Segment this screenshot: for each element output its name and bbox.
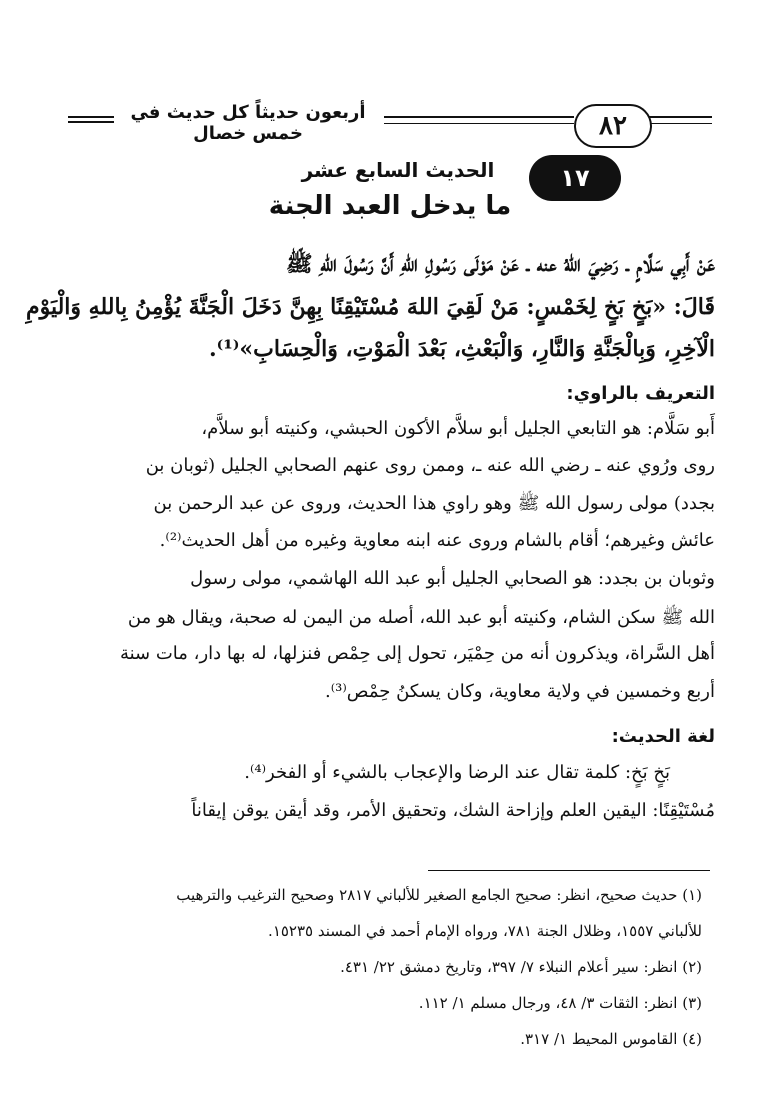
paragraph-line: مُسْتَيْقِنًا: اليقين العلم وإزاحة الشك، وتحقيق الأمر، وقد أيقن يوقن إيقاناً <box>191 800 715 821</box>
page-number: ٨٢ <box>574 104 652 148</box>
footnote: (١) حديث صحيح، انظر: صحيح الجامع الصغير للألباني ٢٨١٧ وصحيح الترغيب والترهيب <box>176 886 702 904</box>
hadith-number-badge: ١٧ <box>529 155 621 201</box>
paragraph-line: بَخٍ بَخٍ: كلمة تقال عند الرضا والإعجاب بالشيء أو الفخر⁽⁴⁾. <box>244 762 670 783</box>
header-decoration <box>68 116 114 126</box>
hadith-line: قَالَ: «بَخٍ بَخٍ لِخَمْسٍ: مَنْ لَقِيَ اللهَ مُسْتَيْقِنًا بِهِنَّ دَخَلَ الْجَنَّةَ يُؤْمِنُ بِاللهِ وَالْيَوْمِ <box>25 294 715 320</box>
paragraph-line: أهل السَّراة، ويذكرون أنه من حِمْيَر، تحول إلى حِمْص فنزلها، له بها دار، مات سنة <box>119 643 715 664</box>
running-title: أربعون حديثاً كل حديث في خمس خصال <box>130 102 366 144</box>
hadith-title: ما يدخل العبد الجنة <box>268 191 512 221</box>
footnote: (٢) انظر: سير أعلام النبلاء ٧/ ٣٩٧، وتاريخ دمشق ٢٢/ ٤٣١. <box>340 958 702 976</box>
paragraph-line: بجدد) مولى رسول الله ﷺ وهو راوي هذا الحديث، وروى عن عبد الرحمن بن <box>153 493 715 514</box>
narrator-heading: التعريف بالراوي: <box>566 383 715 404</box>
paragraph-line: الله ﷺ سكن الشام، وكنيته أبو عبد الله، أصله من اليمن له صحبة، ويقال هو من <box>127 607 715 628</box>
header-rule-right <box>648 116 712 118</box>
hadith-subtitle: الحديث السابع عشر <box>301 158 495 182</box>
header-rule-bottom <box>384 123 574 124</box>
paragraph-line: روى ورُوي عنه ـ رضي الله عنه ـ، وممن روى عنهم الصحابي الجليل (ثوبان بن <box>145 455 715 476</box>
footnote: للألباني ١٥٥٧، وظلال الجنة ٧٨١، ورواه الإمام أحمد في المسند ١٥٢٣٥. <box>268 922 702 940</box>
header-rule-right-thin <box>648 123 712 124</box>
paragraph-line: عائش وغيرهم؛ أقام بالشام وروى عنه ابنه معاوية وغيره من أهل الحديث⁽²⁾. <box>159 530 715 551</box>
paragraph-line: وثوبان بن بجدد: هو الصحابي الجليل أبو عبد الله الهاشمي، مولى رسول <box>190 568 715 589</box>
hadith-line: عَنْ أَبِي سَلَّامٍ ـ رَضِيَ اللهُ عنه ـ عَنْ مَوْلَى رَسُولِ اللهِ أَنَّ رَسُولَ اللهِ ﷺ <box>285 251 715 277</box>
footnote: (٣) انظر: الثقات ٣/ ٤٨، ورجال مسلم ١/ ١١٢. <box>418 994 702 1012</box>
paragraph-line: أربع وخمسين في ولاية معاوية، وكان يسكنُ حِمْص⁽³⁾. <box>324 681 715 702</box>
language-heading: لغة الحديث: <box>611 726 715 747</box>
paragraph-line: أَبو سَلَّام: هو التابعي الجليل أبو سلاَّم الأكون الحبشي، وكنيته أبو سلاَّم، <box>201 418 715 439</box>
footnote: (٤) القاموس المحيط ١/ ٣١٧. <box>520 1030 702 1048</box>
header-rule-top <box>384 116 574 118</box>
hadith-line: الْآخِرِ، وَبِالْجَنَّةِ وَالنَّارِ، وَالْبَعْثِ، بَعْدَ الْمَوْتِ، وَالْحِسَابِ»⁽¹⁾. <box>209 336 715 362</box>
footnote-separator <box>428 870 710 871</box>
